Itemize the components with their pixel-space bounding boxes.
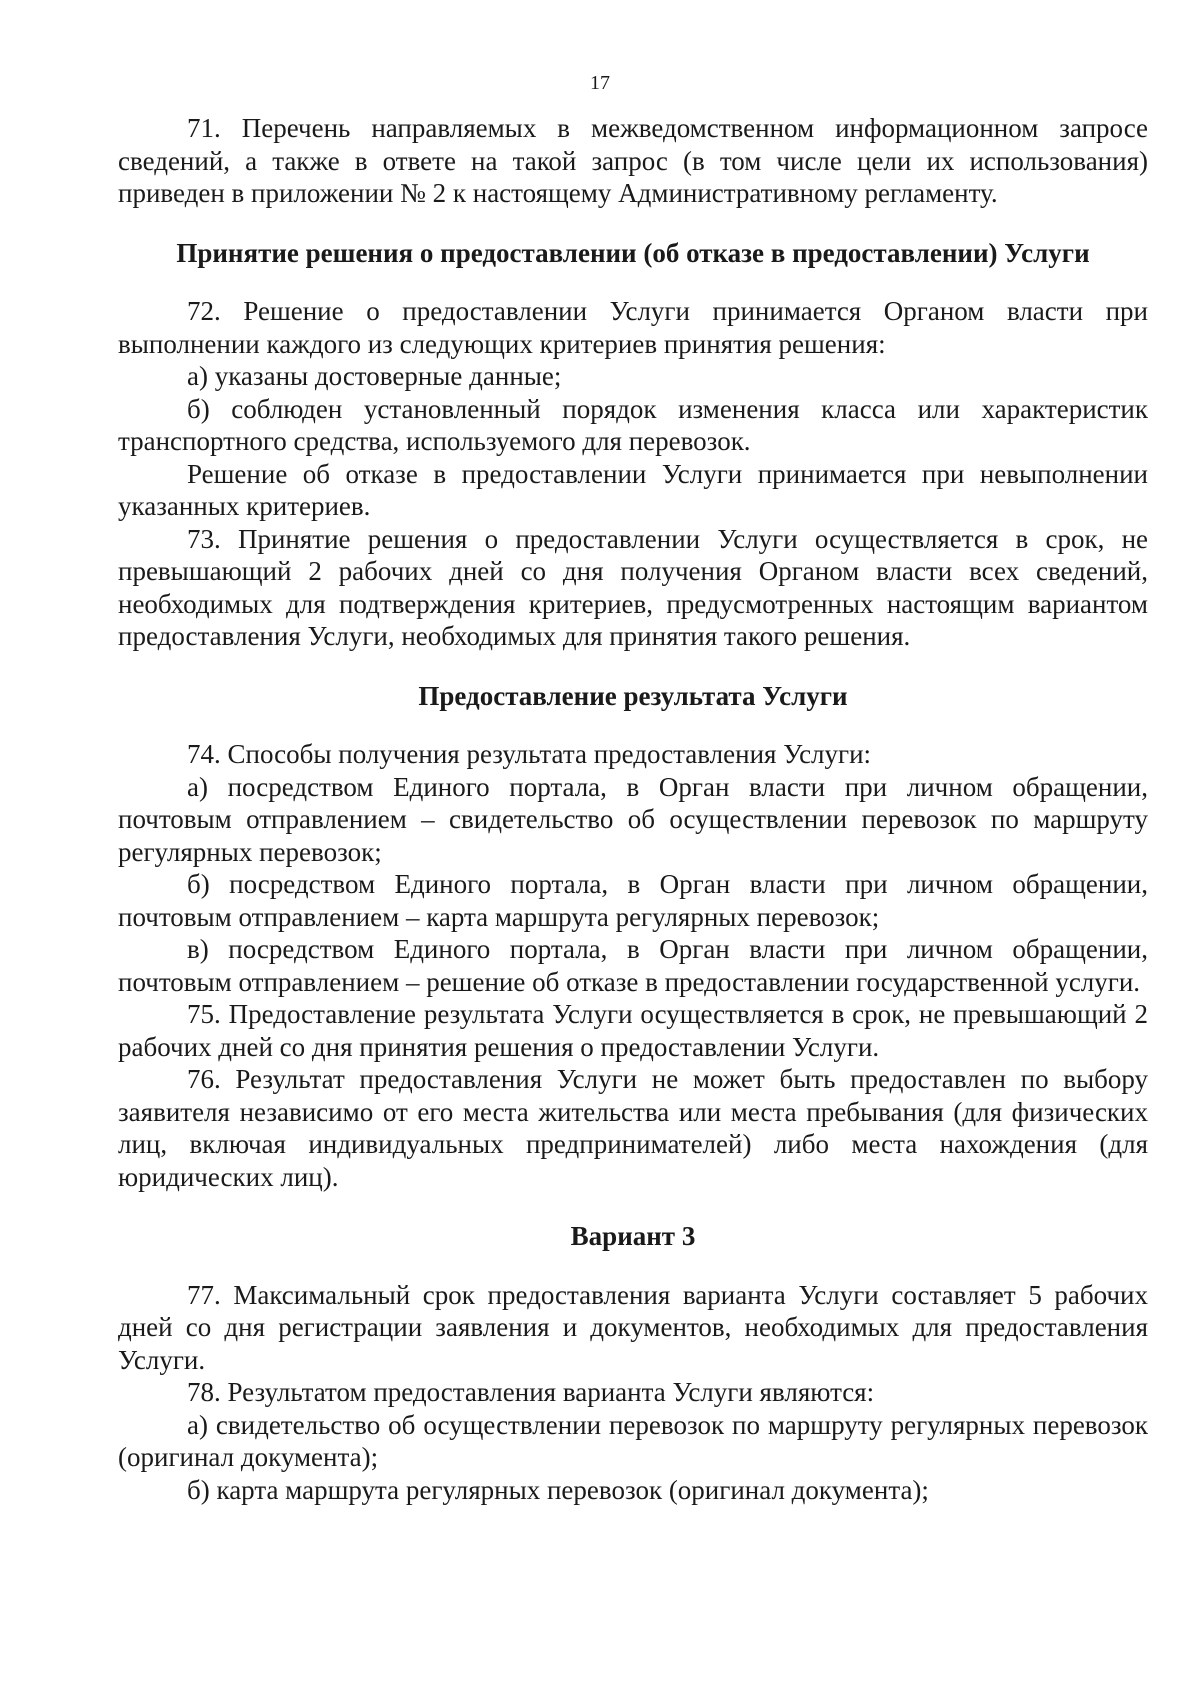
paragraph-78-item-b: б) карта маршрута регулярных перевозок (оригинал документа); (187, 1474, 929, 1505)
paragraph-71: 71. Перечень направляемых в межведомственном информационном запросе сведений, а также в ответе на такой запрос (в том числе цели их использования) приведен в приложении № 2 к настоящему Административному регламенту. (118, 113, 1148, 208)
page-number: 17 (590, 72, 610, 94)
paragraph-73: 73. Принятие решения о предоставлении Услуги осуществляется в срок, не превышающий 2 рабочих дней со дня получения Органом власти всех сведений, необходимых для подтверждения критериев, предусмотренных настоящим вариантом предоставления Услуги, необходимых для принятия такого решения. (118, 523, 1148, 651)
paragraph-78: 78. Результатом предоставления варианта Услуги являются: (187, 1377, 875, 1407)
paragraph-74: 74. Способы получения результата предоставления Услуги: (187, 739, 872, 769)
paragraph-74-item-b: б) посредством Единого портала, в Орган власти при личном обращении, почтовым отправлением – карта маршрута регулярных перевозок; (118, 869, 1148, 932)
paragraph-refusal-decision: Решение об отказе в предоставлении Услуги принимается при невыполнении указанных критериев. (118, 458, 1148, 521)
paragraph-76: 76. Результат предоставления Услуги не может быть предоставлен по выбору заявителя независимо от его места жительства или места пребывания (для физических лиц, включая индивидуальных предпринимателей) либо места нахождения (для юридических лиц). (118, 1064, 1148, 1192)
paragraph-75: 75. Предоставление результата Услуги осуществляется в срок, не превышающий 2 рабочих дней со дня принятия решения о предоставлении Услуги. (118, 999, 1148, 1062)
paragraph-72: 72. Решение о предоставлении Услуги принимается Органом власти при выполнении каждого из следующих критериев принятия решения: (118, 296, 1148, 359)
paragraph-72-item-b: б) соблюден установленный порядок изменения класса или характеристик транспортного средства, используемого для перевозок. (118, 393, 1148, 456)
section-heading-variant-3: Вариант 3 (570, 1221, 696, 1251)
paragraph-77: 77. Максимальный срок предоставления варианта Услуги составляет 5 рабочих дней со дня регистрации заявления и документов, необходимых для предоставления Услуги. (118, 1279, 1148, 1375)
paragraph-74-item-a: а) посредством Единого портала, в Орган власти при личном обращении, почтовым отправлением – свидетельство об осуществлении перевозок по маршруту регулярных перевозок; (118, 771, 1148, 867)
section-heading-result: Предоставление результата Услуги (418, 680, 848, 711)
section-heading-decision: Принятие решения о предоставлении (об отказе в предоставлении) Услуги (176, 237, 1090, 268)
paragraph-72-item-a: а) указаны достоверные данные; (187, 361, 562, 391)
paragraph-74-item-v: в) посредством Единого портала, в Орган власти при личном обращении, почтовым отправлением – решение об отказе в предоставлении государственной услуги. (118, 934, 1148, 997)
paragraph-78-item-a: а) свидетельство об осуществлении перевозок по маршруту регулярных перевозок (оригинал документа); (118, 1409, 1148, 1472)
document-body (118, 112, 1148, 1506)
